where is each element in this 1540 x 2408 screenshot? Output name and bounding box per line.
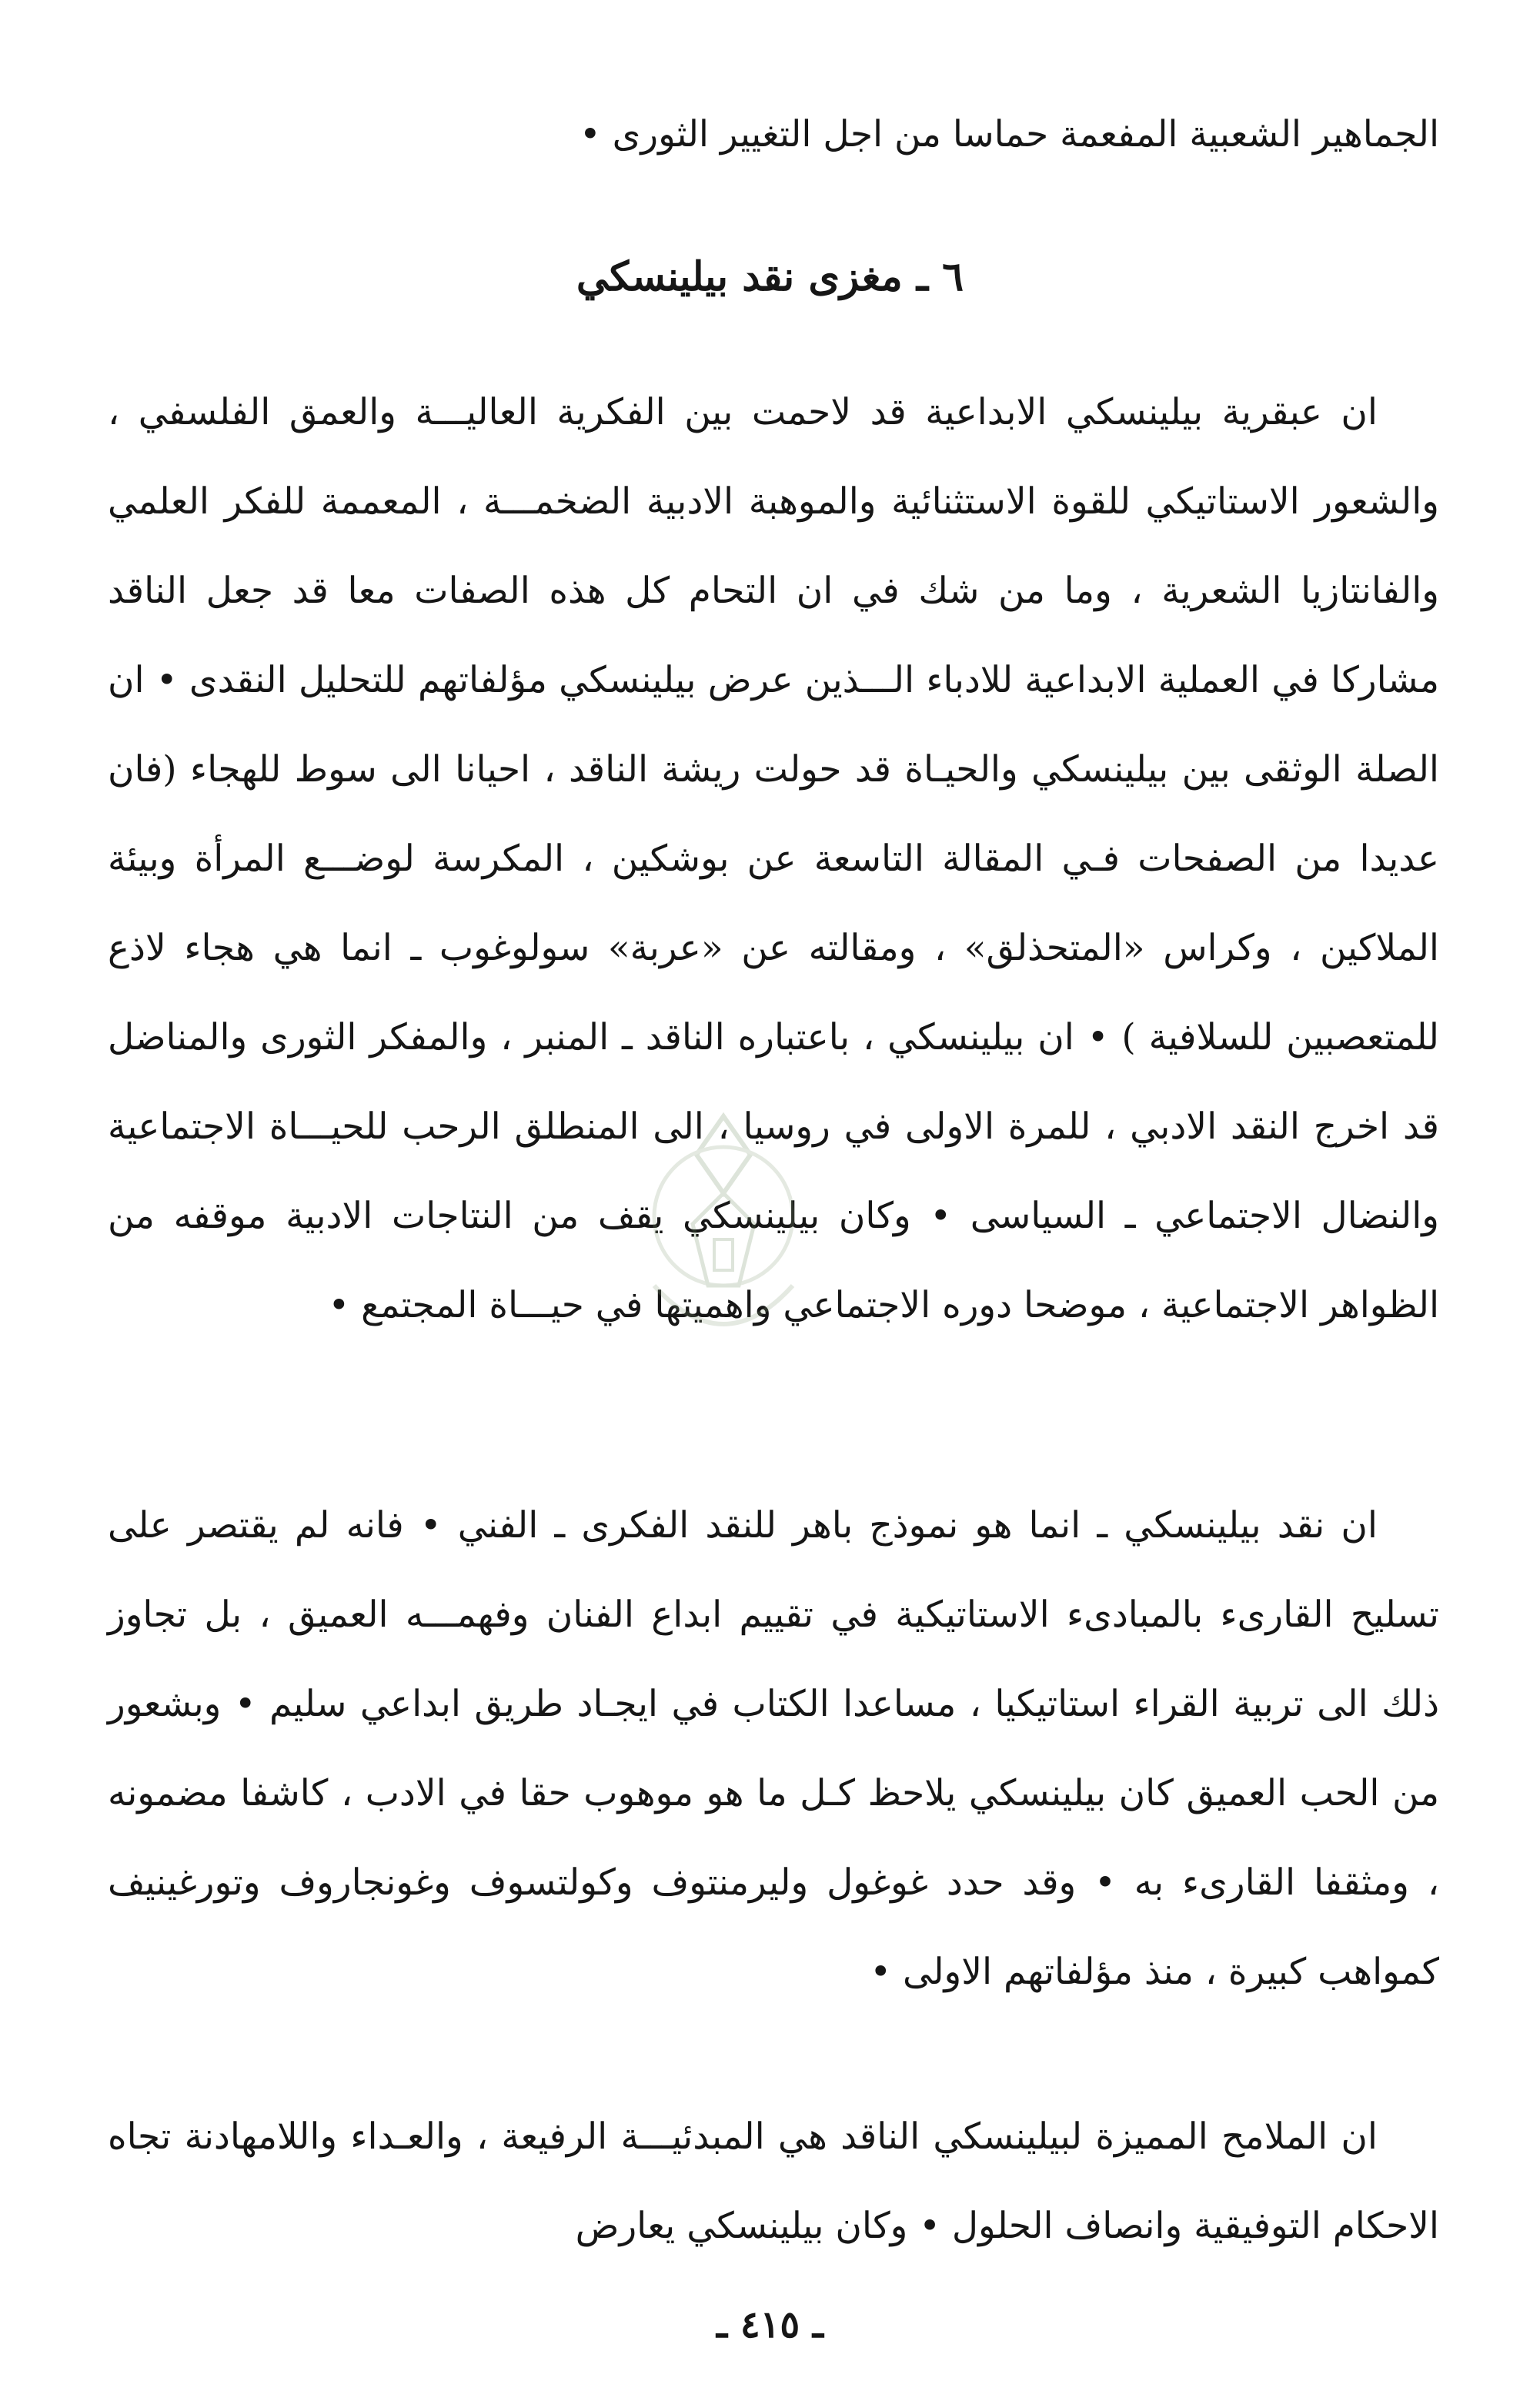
section-heading: ٦ ـ مغزى نقد بيلينسكي: [576, 253, 964, 300]
paragraph-3-block: [108, 2092, 1439, 2271]
paragraph-3: ان الملامح المميزة لبيلينسكي الناقد هي المبدئيـــة الرفيعة ، والعـداء واللامهادنة تجاه الاحكام التوفيقية وانصاف الحلول • وكان بيلينسكي يعارض: [108, 2115, 1439, 2247]
page-number: ـ ٤١٥ ـ: [717, 2303, 823, 2346]
paragraph-2-block: [108, 1481, 1439, 2017]
paragraph-2: ان نقد بيلينسكي ـ انما هو نموذج باهر للنقد الفكرى ـ الفني • فانه لم يقتصر على تسليح القارىء بالمبادىء الاستاتيكية في تقييم ابداع الفنان وفهمـــه العميق ، بل تجاوز ذلك الى تربية القراء استاتيكيا ، مساعدا الكتاب في ايجـاد طريق ابداعي سليم • وبشعور من الحب العميق كان بيلينسكي يلاحظ كـل ما هو موهوب حقا في الادب ، كاشفا مضمونه ، ومثقفا القارىء به • وقد حدد غوغول وليرمنتوف وكولتسوف وغونجاروف وتورغينيف كمواهب كبيرة ، منذ مؤلفاتهم الاولى •: [108, 1504, 1439, 1993]
paragraph-1: ان عبقرية بيلينسكي الابداعية قد لاحمت بين الفكرية العاليـــة والعمق الفلسفي ، والشعور الاستاتيكي للقوة الاستثنائية والموهبة الادبية الضخمـــة ، المعممة للفكر العلمي والفانتازيا الشعرية ، وما من شك في ان التحام كل هذه الصفات معا قد جعل الناقد مشاركا في العملية الابداعية للادباء الـــذين عرض بيلينسكي مؤلفاتهم للتحليل النقدى • ان الصلة الوثقى بين بيلينسكي والحيـاة قد حولت ريشة الناقد ، احيانا الى سوط للهجاء (فان عديدا من الصفحات فـي المقالة التاسعة عن بوشكين ، المكرسة لوضـــع المرأة وبيئة الملاكين ، وكراس «المتحذلق» ، ومقالته عن «عربة» سولوغوب ـ انما هي هجاء لاذع للمتعصبين للسلافية ) • ان بيلينسكي ، باعتباره الناقد ـ المنبر ، والمفكر الثورى والمناضل قد اخرج النقد الادبي ، للمرة الاولى في روسيا ، الى المنطلق الرحب للحيـــاة الاجتماعية والنضال الاجتماعي ـ السياسى • وكان بيلينسكي يقف من النتاجات الادبية موقفه من الظواهر الاجتماعية ، موضحا دوره الاجتماعي واهميتها في حيـــاة المجتمع •: [108, 391, 1439, 1326]
watermark-emblem-icon: [608, 1109, 839, 1363]
opening-line: الجماهير الشعبية المفعمة حماسا من اجل التغيير الثورى •: [579, 113, 1439, 156]
